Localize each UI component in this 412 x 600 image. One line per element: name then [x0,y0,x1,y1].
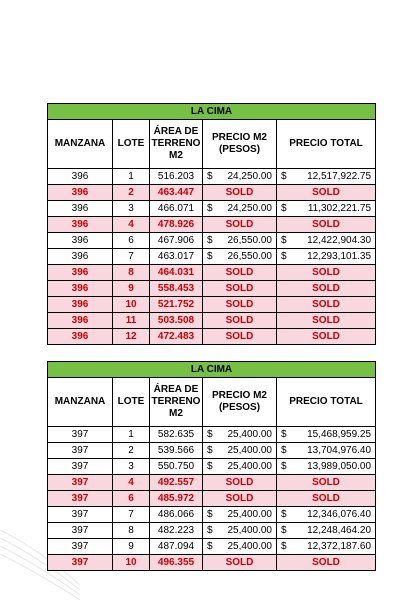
column-header-precio-total: PRECIO TOTAL [277,120,376,169]
cell-area: 472.483 [150,329,203,345]
table-row [48,443,376,459]
currency-symbol: $ [281,444,287,456]
amount: 25,400.00 [227,460,272,472]
amount: 12,346,076.40 [307,508,372,520]
cell-precio-m2: SOLD [203,555,277,571]
cell-precio-total [277,459,376,475]
cell-manzana: 397 [48,427,113,443]
cell-precio-total [277,523,376,539]
cell-lote: 7 [113,507,150,523]
cell-lote: 4 [113,217,150,233]
cell-manzana: 397 [48,523,113,539]
cell-precio-m2: SOLD [203,491,277,507]
currency-symbol: $ [281,202,287,214]
cell-manzana: 397 [48,443,113,459]
cell-area: 478.926 [150,217,203,233]
cell-manzana: 397 [48,507,113,523]
amount: 25,400.00 [227,508,272,520]
cell-manzana: 396 [48,217,113,233]
cell-area: 466.071 [150,201,203,217]
table-row [48,169,376,185]
column-header-precio-m2: PRECIO M2 (PESOS) [203,378,277,427]
cell-precio-total: SOLD [277,475,376,491]
amount: 26,550.00 [227,250,272,262]
cell-precio-m2 [203,523,277,539]
cell-lote: 1 [113,427,150,443]
cell-lote: 2 [113,443,150,459]
amount: 13,989,050.00 [307,460,372,472]
cell-precio-m2 [203,507,277,523]
cell-area: 496.355 [150,555,203,571]
amount: 25,400.00 [227,444,272,456]
table-row-sold [48,329,376,345]
table-title: LA CIMA [48,362,376,378]
currency-symbol: $ [281,508,287,520]
cell-manzana: 396 [48,201,113,217]
table-row [48,427,376,443]
cell-lote: 8 [113,265,150,281]
column-header-manzana: MANZANA [48,120,113,169]
amount: 12,248,464.20 [307,524,372,536]
cell-manzana: 396 [48,313,113,329]
currency-symbol: $ [207,524,213,536]
cell-lote: 3 [113,201,150,217]
amount: 12,293,101.35 [307,250,372,262]
column-header-area: ÁREA DE TERRENO M2 [150,378,203,427]
cell-precio-total [277,443,376,459]
currency-symbol: $ [207,234,213,246]
cell-lote: 10 [113,297,150,313]
table-row-sold [48,313,376,329]
cell-area: 582.635 [150,427,203,443]
cell-precio-total: SOLD [277,297,376,313]
amount: 24,250.00 [227,170,272,182]
currency-symbol: $ [281,524,287,536]
cell-lote: 8 [113,523,150,539]
currency-symbol: $ [281,428,287,440]
cell-precio-m2 [203,443,277,459]
cell-precio-total [277,507,376,523]
table-row [48,459,376,475]
currency-symbol: $ [207,444,213,456]
column-header-area: ÁREA DE TERRENO M2 [150,120,203,169]
table-body [48,169,376,345]
cell-precio-total: SOLD [277,185,376,201]
currency-symbol: $ [281,250,287,262]
cell-lote: 10 [113,555,150,571]
cell-area: 503.508 [150,313,203,329]
cell-area: 487.094 [150,539,203,555]
cell-precio-total: SOLD [277,281,376,297]
cell-manzana: 397 [48,459,113,475]
cell-manzana: 396 [48,329,113,345]
cell-precio-total: SOLD [277,329,376,345]
currency-symbol: $ [207,460,213,472]
currency-symbol: $ [281,234,287,246]
table-row-sold [48,217,376,233]
cell-manzana: 396 [48,297,113,313]
amount: 15,468,959.25 [307,428,372,440]
amount: 25,400.00 [227,428,272,440]
cell-precio-m2: SOLD [203,265,277,281]
amount: 12,517,922.75 [307,170,372,182]
table-row-sold [48,475,376,491]
cell-precio-total: SOLD [277,313,376,329]
cell-manzana: 396 [48,249,113,265]
currency-symbol: $ [281,540,287,552]
cell-area: 467.906 [150,233,203,249]
price-table-manzana-397 [47,361,376,571]
currency-symbol: $ [207,250,213,262]
amount: 12,372,187.60 [307,540,372,552]
cell-manzana: 397 [48,491,113,507]
table-row-sold [48,265,376,281]
price-table-manzana-396 [47,103,376,345]
table-row [48,539,376,555]
cell-precio-total [277,249,376,265]
table-title: LA CIMA [48,104,376,120]
cell-lote: 9 [113,539,150,555]
cell-area: 516.203 [150,169,203,185]
cell-manzana: 396 [48,265,113,281]
cell-precio-total [277,539,376,555]
cell-area: 463.447 [150,185,203,201]
cell-precio-m2: SOLD [203,217,277,233]
cell-manzana: 397 [48,555,113,571]
cell-precio-m2 [203,233,277,249]
currency-symbol: $ [207,428,213,440]
cell-precio-total: SOLD [277,265,376,281]
table-row-sold [48,185,376,201]
cell-lote: 2 [113,185,150,201]
currency-symbol: $ [207,540,213,552]
cell-precio-m2 [203,459,277,475]
cell-precio-m2: SOLD [203,297,277,313]
cell-lote: 7 [113,249,150,265]
cell-precio-m2 [203,201,277,217]
table-row [48,507,376,523]
cell-manzana: 396 [48,233,113,249]
cell-precio-m2: SOLD [203,281,277,297]
table-body [48,427,376,571]
cell-precio-m2: SOLD [203,475,277,491]
cell-precio-total [277,201,376,217]
amount: 25,400.00 [227,540,272,552]
table-row [48,249,376,265]
table-row-sold [48,555,376,571]
cell-lote: 4 [113,475,150,491]
cell-precio-m2: SOLD [203,313,277,329]
cell-precio-total [277,233,376,249]
cell-precio-total: SOLD [277,217,376,233]
currency-symbol: $ [207,508,213,520]
cell-lote: 12 [113,329,150,345]
cell-area: 492.557 [150,475,203,491]
cell-precio-m2: SOLD [203,329,277,345]
cell-area: 539.566 [150,443,203,459]
cell-area: 558.453 [150,281,203,297]
currency-symbol: $ [281,460,287,472]
cell-precio-total [277,169,376,185]
currency-symbol: $ [281,170,287,182]
amount: 24,250.00 [227,202,272,214]
cell-area: 486.066 [150,507,203,523]
cell-precio-m2 [203,539,277,555]
cell-lote: 6 [113,233,150,249]
cell-area: 521.752 [150,297,203,313]
cell-area: 463.017 [150,249,203,265]
table-row-sold [48,491,376,507]
amount: 12,422,904.30 [307,234,372,246]
amount: 25,400.00 [227,524,272,536]
column-header-lote: LOTE [113,378,150,427]
column-header-lote: LOTE [113,120,150,169]
column-header-precio-total: PRECIO TOTAL [277,378,376,427]
cell-precio-m2 [203,427,277,443]
cell-manzana: 396 [48,169,113,185]
table-row-sold [48,281,376,297]
table-row [48,233,376,249]
cell-precio-total [277,427,376,443]
amount: 13,704,976.40 [307,444,372,456]
currency-symbol: $ [207,170,213,182]
cell-manzana: 397 [48,475,113,491]
amount: 26,550.00 [227,234,272,246]
cell-lote: 11 [113,313,150,329]
cell-area: 482.223 [150,523,203,539]
amount: 11,302,221.75 [307,202,372,214]
table-row [48,523,376,539]
cell-precio-m2 [203,169,277,185]
cell-precio-total: SOLD [277,491,376,507]
cell-lote: 9 [113,281,150,297]
cell-lote: 3 [113,459,150,475]
currency-symbol: $ [207,202,213,214]
cell-lote: 1 [113,169,150,185]
table-row [48,201,376,217]
cell-precio-total: SOLD [277,555,376,571]
column-header-manzana: MANZANA [48,378,113,427]
cell-manzana: 396 [48,281,113,297]
cell-precio-m2 [203,249,277,265]
cell-lote: 6 [113,491,150,507]
column-header-precio-m2: PRECIO M2 (PESOS) [203,120,277,169]
cell-manzana: 396 [48,185,113,201]
cell-area: 550.750 [150,459,203,475]
table-row-sold [48,297,376,313]
cell-area: 464.031 [150,265,203,281]
cell-area: 485.972 [150,491,203,507]
cell-precio-m2: SOLD [203,185,277,201]
cell-manzana: 397 [48,539,113,555]
